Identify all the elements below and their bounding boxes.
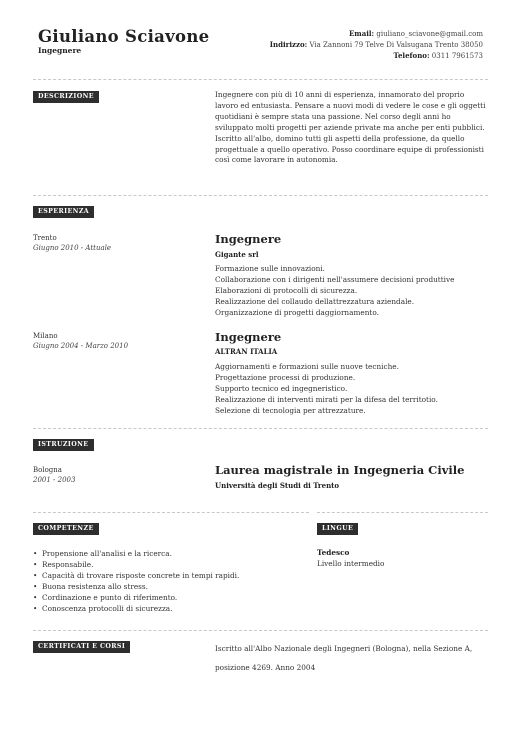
language-level: Livello intermedio	[317, 558, 385, 568]
job-task: Elaborazioni di protocolli di sicurezza.	[215, 286, 358, 296]
job-task: Supporto tecnico ed ingegneristico.	[215, 384, 348, 394]
job-meta	[33, 234, 111, 253]
job-title: Ingegnere	[215, 330, 282, 344]
job-company: Gigante srl	[215, 250, 259, 259]
job-task: Organizzazione di progetti daggiornamento.	[215, 308, 379, 318]
phone-label: Telefono:	[393, 51, 430, 60]
education-meta	[33, 466, 75, 485]
description-line: lavoro ed entusiasta. Pensare a nuovi modi di vedere le cose e gli oggetti	[215, 100, 486, 110]
job-task: Formazione sulle innovazioni.	[215, 264, 325, 273]
description-line: Iscritto all'albo, domino tutti gli aspetti della professione, da quello	[215, 133, 465, 143]
job-period: Giugno 2004 - Marzo 2010	[33, 341, 129, 350]
description-line: sviluppato molti progetti per aziende private ma anche per enti pubblici.	[215, 122, 485, 132]
certificate-line: Iscritto all'Albo Nazionale degli Ingegneri (Bologna), nella Sezione A,	[215, 644, 473, 653]
certificate-text	[215, 639, 490, 677]
email-value: giuliano_sciavone@gmail.com	[376, 30, 483, 38]
list-item: • Cordinazione e punto di riferimento.	[33, 593, 178, 603]
divider	[33, 195, 488, 196]
job-task: Realizzazione di interventi mirati per la difesa del territotio.	[215, 395, 438, 405]
job-location: Trento	[33, 234, 57, 242]
job-tasks	[215, 263, 454, 318]
list-item: • Buona resistenza allo stress.	[33, 582, 148, 592]
divider	[33, 630, 488, 631]
education-degree: Laurea magistrale in Ingegneria Civile	[215, 463, 465, 477]
list-item: • Propensione all'analisi e la ricerca.	[33, 549, 172, 558]
job-period: Giugno 2010 - Attuale	[33, 243, 112, 252]
email-label: Email:	[348, 29, 375, 38]
job-task: Collaborazione con i dirigenti nell'assumere decisioni produttive	[215, 275, 455, 285]
section-tag-lingue: LINGUE	[317, 523, 358, 535]
language-entry	[317, 548, 384, 569]
list-item: • Responsabile.	[33, 560, 94, 570]
language-name: Tedesco	[317, 548, 350, 557]
job-title: Ingegnere	[215, 232, 282, 246]
list-item: • Conoscenza protocolli di sicurezza.	[33, 604, 173, 614]
candidate-name: Giuliano Sciavone	[38, 27, 210, 46]
phone-value: 0311 7961573	[431, 52, 483, 60]
divider	[33, 428, 488, 429]
certificate-line: posizione 4269. Anno 2004	[215, 663, 316, 672]
bullet-icon: •	[33, 604, 38, 614]
education-period: 2001 - 2003	[33, 475, 76, 484]
bullet-icon: •	[33, 571, 38, 581]
address-value: Via Zannoni 79 Telve Di Valsugana Trento 38050	[309, 41, 483, 49]
skills-list	[33, 548, 239, 615]
description-line: quotidiani è sempre stata una passione. Nel corso degli anni ho	[215, 111, 451, 121]
section-tag-esperienza: ESPERIENZA	[33, 206, 94, 218]
divider	[33, 79, 488, 80]
divider	[33, 512, 309, 513]
description-text	[215, 90, 490, 166]
section-tag-istruzione: ISTRUZIONE	[33, 439, 94, 451]
description-line: così come lavorare in autonomia.	[215, 155, 338, 165]
job-company: ALTRAN ITALIA	[215, 347, 278, 356]
job-task: Selezione di tecnologia per attrezzature.	[215, 406, 366, 416]
bullet-icon: •	[33, 549, 38, 558]
divider	[317, 512, 488, 513]
contact-phone	[394, 50, 483, 62]
bullet-icon: •	[33, 582, 38, 592]
job-task: Aggiornamenti e formazioni sulle nuove tecniche.	[215, 362, 399, 371]
bullet-icon: •	[33, 593, 38, 603]
section-tag-certificati: CERTIFICATI E CORSI	[33, 641, 130, 653]
job-task: Realizzazione del collaudo dellattrezzatura aziendale.	[215, 297, 415, 307]
address-label: Indirizzo:	[269, 40, 308, 49]
education-school: Università degli Studi di Trento	[215, 481, 340, 490]
job-meta	[33, 332, 128, 351]
section-tag-descrizione: DESCRIZIONE	[33, 91, 99, 103]
section-tag-competenze: COMPETENZE	[33, 523, 99, 535]
description-line: Ingegnere con più di 10 anni di esperienza, innamorato del proprio	[215, 90, 465, 99]
bullet-icon: •	[33, 560, 38, 570]
candidate-role: Ingegnere	[38, 46, 82, 55]
list-item: • Capacità di trovare risposte concrete in tempi rapidi.	[33, 571, 240, 581]
job-task: Progettazione processi di produzione.	[215, 373, 356, 383]
education-location: Bologna	[33, 466, 62, 474]
job-tasks	[215, 361, 438, 416]
description-line: progettuale a quello operativo. Posso coordinare equipe di professionisti	[215, 144, 484, 154]
job-location: Milano	[33, 332, 58, 340]
